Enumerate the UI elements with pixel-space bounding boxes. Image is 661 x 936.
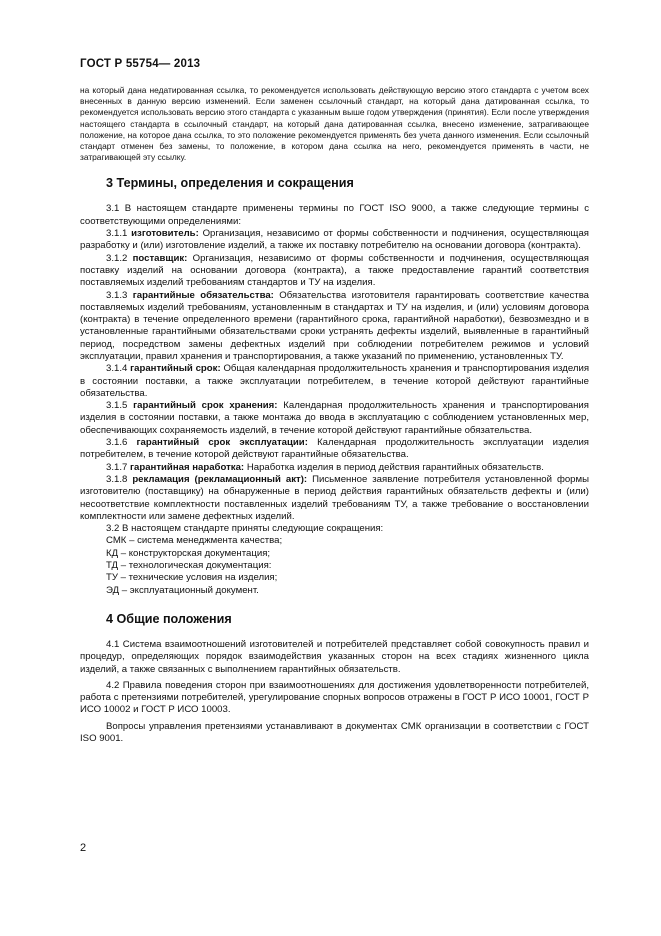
term-definition [80,400,589,437]
section-4-paragraph: 4.1 Система взаимоотношений изготовителей и потребителей представляет собой совокупность правил и процедур, определяющих порядок взаимодействия указанных сторон на всех стадиях жизненного цикла изделий, а также связанных с выполнением гарантийных обязательств. [80,638,589,675]
section-3-intro: 3.1 В настоящем стандарте применены термины по ГОСТ ISO 9000, а также следующие термины с соответствующими определениями: [80,203,589,227]
term-definition [80,363,589,400]
abbreviation-item: ТУ – технические условия на изделия; [106,572,278,584]
term-number: 3.1.8 [106,473,128,485]
term-number: 3.1.7 [106,461,128,473]
term-number: 3.1.1 [106,228,128,240]
term-name: гарантийный срок хранения: [133,400,278,412]
abbreviation-item: ЭД – эксплуатационный документ. [106,584,259,596]
term-definition [80,437,589,462]
term-number: 3.1.6 [106,437,128,449]
abbreviation-item: СМК – система менеджмента качества; [106,535,283,547]
term-text: Наработка изделия в период действия гарантийных обязательств. [246,461,544,473]
term-definition [80,290,589,364]
document-header: ГОСТ Р 55754— 2013 [80,58,201,70]
term-text: Организация, независимо от формы собственности и подчинения, осуществляющая разработку и (или) изготовление изделий, а также их поставку потребителю на основании договора (контракта). [80,228,589,252]
term-name: гарантийный срок: [130,363,221,375]
term-definition [80,253,589,290]
section-4-paragraph: 4.2 Правила поведения сторон при взаимоотношениях для достижения удовлетворенности потребителей, работа с претензиями потребителей, урегулирование спорных вопросов отражены в ГОСТ Р ИСО 10001, ГОСТ Р ИСО 10002 и ГОСТ Р ИСО 10003. [80,679,589,716]
term-number: 3.1.5 [106,400,128,412]
term-name: гарантийная наработка: [130,461,245,473]
term-text: Календарная продолжительность хранения и транспортирования изделия в состоянии поставки, а также монтажа до ввода в эксплуатацию с соблюдением установленных мер, обеспечивающих сохраняемость изделий, в течение которой действуют гарантийные обязательства. [80,400,589,436]
abbreviation-item: КД – конструкторская документация; [106,547,271,559]
term-name: рекламация (рекламационный акт): [132,473,308,485]
term-definition [80,462,589,474]
term-name: гарантийные обязательства: [132,289,274,301]
term-number: 3.1.2 [106,252,128,264]
term-definition [80,474,589,523]
section-3-title: 3 Термины, определения и сокращения [106,176,354,191]
term-number: 3.1.3 [106,289,128,301]
section-4-title: 4 Общие положения [106,611,232,626]
term-text: Общая календарная продолжительность хранения и транспортирования изделия в состоянии поставки, а также эксплуатации потребителем, в течение которой действуют гарантийные обязательства. [80,363,590,399]
section-4-paragraph: Вопросы управления претензиями устанавливают в документах СМК организации в соответствии с ГОСТ ISO 9001. [80,720,589,744]
page-body [80,85,589,745]
term-text: Организация, независимо от формы собственности и подчинения, осуществляющая поставку изделий на основании договора (контракта), а также предоставление гарантий соответствия поставляемых изделий требованиям стандартов и ТУ на изделия. [80,252,589,289]
term-definition [80,228,589,253]
abbreviations-intro: 3.2 В настоящем стандарте приняты следующие сокращения: [106,523,384,535]
term-text: Обязательства изготовителя гарантировать соответствие качества поставляемых изделий требованиям, установленным в стандартах и ТУ на изделия, и (или) условиям договора (контракта) в течение определенного времени (гарантийного срока, гарантийной наработки), безвозмездно и в установленные гарантийными обязательствами сроки устранять дефекты изделий, выявленные в гарантийный период, посредством замены дефектных изделий при соблюдении потребителем режимов и условий эксплуатации, правил хранения и транспортирования, а также указаний по применению, установленных ТУ. [80,289,590,362]
term-name: изготовитель: [131,228,199,240]
abbreviation-item: ТД – технологическая документация: [106,560,272,572]
term-name: гарантийный срок эксплуатации: [136,437,308,449]
term-name: поставщик: [132,252,188,264]
term-text: Письменное заявление потребителя установленной формы изготовителю (поставщику) на обнаруженные в период действия гарантийных обязательств дефекты и (или) несоответствие комплектности поставленных изделий требованиям ТУ, а также требование о восстановлении комплектности или замене дефектных изделий. [80,473,590,522]
term-text: Календарная продолжительность эксплуатации изделия потребителем, в течение которой действуют гарантийные обязательства. [80,437,589,461]
reference-note: на который дана недатированная ссылка, то рекомендуется использовать действующую версию этого стандарта с учетом всех внесенных в данную версию изменений. Если заменен ссылочный стандарт, на который дана датированная ссылка, то рекомендуется использовать версию этого стандарта с указанным выше годом утверждения (принятия). Если после утверждения настоящего стандарта в ссылочный стандарт, на который дана датированная ссылка, внесено изменение, затрагивающее положение, на которое дана ссылка, то это положение рекомендуется применять без учета данного изменения. Если ссылочный стандарт отменен без замены, то положение, в котором дана ссылка на него, рекомендуется применять в части, не затрагивающей эту ссылку. [80,85,589,163]
term-number: 3.1.4 [106,363,128,375]
page-number: 2 [80,842,87,854]
